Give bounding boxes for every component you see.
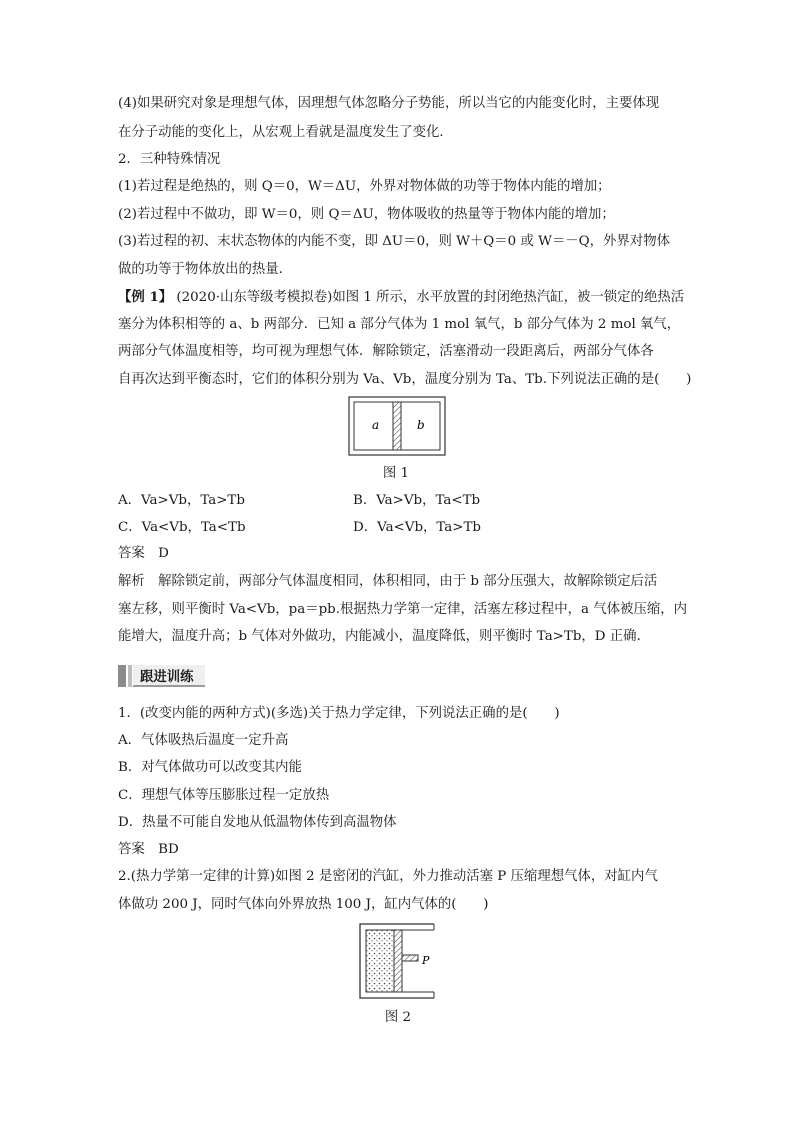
example-1-option-d: D．Va<Vb，Ta>Tb — [353, 520, 482, 535]
figure-2-cylinder — [358, 922, 442, 1000]
analysis-line-1: 解析 解除锁定前，两部分气体温度相同，体积相同，由于 b 部分压强大，故解除锁定后活 — [118, 574, 658, 589]
question-1-answer: 答案 BD — [118, 842, 179, 857]
section-marker-secondary — [128, 665, 132, 687]
question-1-option-d: D．热量不可能自发地从低温物体传到高温物体 — [118, 815, 397, 830]
example-1-line-4: 自再次达到平衡态时，它们的体积分别为 Va、Vb，温度分别为 Ta、Tb.下列说法正确的是( ) — [118, 372, 692, 387]
example-1-line-1 — [118, 287, 684, 308]
section-marker — [118, 665, 126, 687]
figure-1-caption: 图 1 — [382, 466, 410, 481]
example-1-text: (2020·山东等级考模拟卷)如图 1 所示，水平放置的封闭绝热汽缸，被一锁定的绝热活 — [172, 290, 685, 305]
example-1-option-b: B．Va>Vb，Ta<Tb — [353, 493, 481, 508]
example-1-answer: 答案 D — [118, 546, 169, 561]
case-1: (1)若过程是绝热的，则 Q＝0，W＝ΔU，外界对物体做的功等于物体内能的增加； — [118, 179, 611, 194]
question-1-option-c: C．理想气体等压膨胀过程一定放热 — [118, 788, 330, 803]
question-1-option-a: A．气体吸热后温度一定升高 — [118, 733, 289, 748]
question-2-line-2: 体做功 200 J，同时气体向外界放热 100 J，缸内气体的( ) — [118, 897, 489, 912]
heading-special-cases: 2．三种特殊情况 — [118, 152, 221, 167]
paragraph-4-line-1: (4)如果研究对象是理想气体，因理想气体忽略分子势能，所以当它的内能变化时，主要体现 — [118, 96, 660, 111]
figure-1-label-a: a — [372, 418, 380, 432]
case-3-line-2: 做的功等于物体放出的热量． — [118, 262, 293, 277]
paragraph-4-line-2: 在分子动能的变化上，从宏观上看就是温度发生了变化． — [118, 125, 453, 140]
case-3-line-1: (3)若过程的初、末状态物体的内能不变，即 ΔU＝0，则 W＋Q＝0 或 W＝－Q，外界对物体 — [118, 234, 670, 249]
case-2: (2)若过程中不做功，即 W＝0，则 Q＝ΔU，物体吸收的热量等于物体内能的增加； — [118, 207, 615, 222]
section-title: 跟进训练 — [140, 670, 194, 685]
example-1-option-c: C．Va<Vb，Ta<Tb — [118, 520, 246, 535]
example-1-line-3: 两部分气体温度相等，均可视为理想气体．解除锁定，活塞滑动一段距离后，两部分气体各 — [118, 344, 654, 359]
figure-2-label-p: P — [422, 954, 430, 967]
example-tag: 【例 1】 — [118, 289, 173, 305]
question-1-option-b: B．对气体做功可以改变其内能 — [118, 760, 302, 775]
figure-1-cylinder — [348, 396, 446, 456]
figure-1-label-b: b — [417, 418, 425, 432]
section-header-follow-up — [118, 665, 206, 687]
analysis-line-2: 塞左移，则平衡时 Va<Vb，pa＝pb.根据热力学第一定律，活塞左移过程中，a 气体被压缩，内 — [118, 602, 688, 617]
analysis-line-3: 能增大，温度升高；b 气体对外做功，内能减小，温度降低，则平衡时 Ta>Tb，D 正确． — [118, 629, 650, 644]
example-1-option-a: A．Va>Vb，Ta>Tb — [118, 493, 245, 508]
figure-2-caption: 图 2 — [384, 1010, 412, 1025]
example-1-line-2: 塞分为体积相等的 a、b 两部分．已知 a 部分气体为 1 mol 氧气，b 部分气体为 2 mol 氧气， — [118, 317, 681, 332]
question-1-stem: 1．(改变内能的两种方式)(多选)关于热力学定律，下列说法正确的是( ) — [118, 706, 560, 721]
question-2-line-1: 2.(热力学第一定律的计算)如图 2 是密闭的汽缸，外力推动活塞 P 压缩理想气体，对缸内气 — [118, 869, 658, 884]
